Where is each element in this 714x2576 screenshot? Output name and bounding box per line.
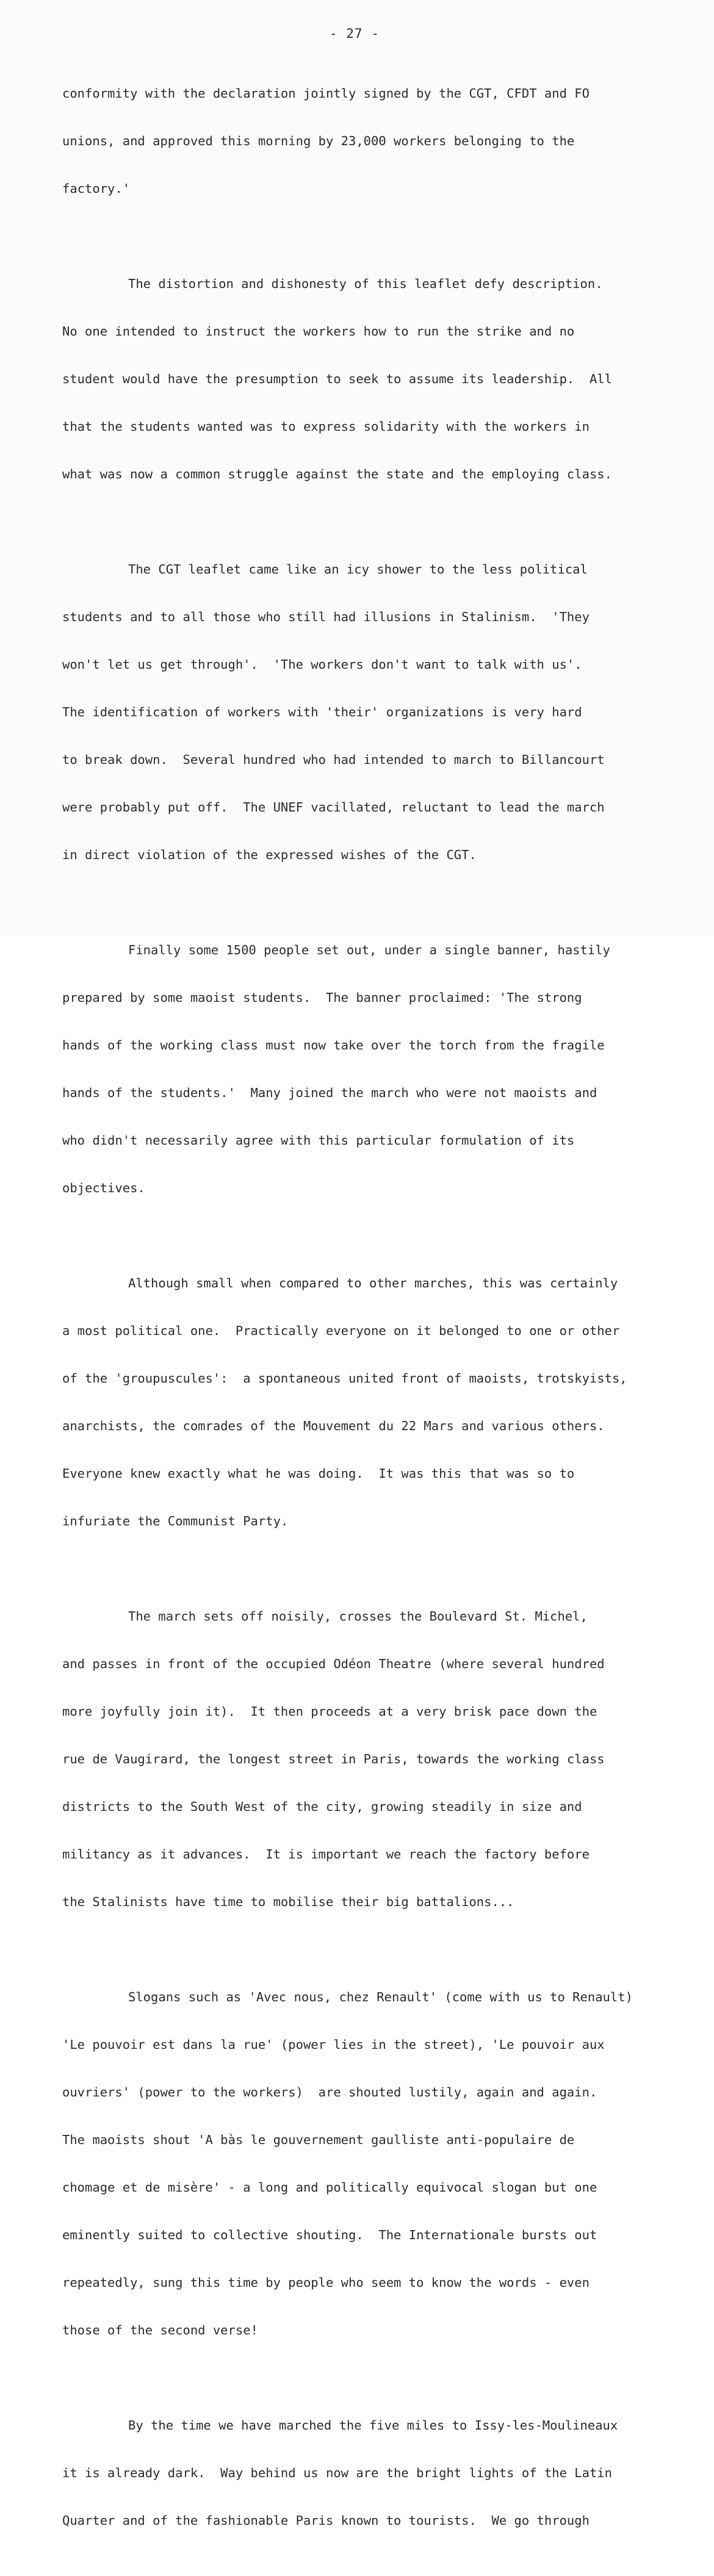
text-line: Quarter and of the fashionable Paris known to tourists. We go through: [62, 2513, 590, 2528]
text-line: what was now a common struggle against the state and the employing class.: [62, 467, 612, 481]
text-line: The march sets off noisily, crosses the Boulevard St. Michel,: [128, 1609, 588, 1624]
text-line: anarchists, the comrades of the Mouvement du 22 Mars and various others.: [62, 1419, 605, 1433]
paragraph: [62, 2386, 697, 2560]
text-line: infuriate the Communist Party.: [62, 1514, 289, 1528]
text-line: that the students wanted was to express solidarity with the workers in: [62, 419, 590, 434]
text-line: 'Le pouvoir est dans la rue' (power lies in the street), 'Le pouvoir aux: [62, 2037, 605, 2052]
text-line: in direct violation of the expressed wishes of the CGT.: [62, 847, 477, 862]
text-line: militancy as it advances. It is important we reach the factory before: [62, 1847, 590, 1862]
text-line: a most political one. Practically everyone on it belonged to one or other: [62, 1323, 620, 1338]
text-line: The maoists shout 'A bàs le gouvernement gaulliste anti-populaire de: [62, 2132, 575, 2147]
text-line: hands of the students.' Many joined the march who were not maoists and: [62, 1085, 597, 1100]
text-line: to break down. Several hundred who had intended to march to Billancourt: [62, 752, 605, 767]
text-line: the Stalinists have time to mobilise their big battalions...: [62, 1894, 514, 1909]
text-line: objectives.: [62, 1181, 145, 1195]
text-line: By the time we have marched the five miles to Issy-les-Moulineaux: [128, 2418, 618, 2433]
text-line: districts to the South West of the city, growing steadily in size and: [62, 1799, 582, 1814]
text-line: No one intended to instruct the workers how to run the strike and no: [62, 324, 575, 339]
text-line: student would have the presumption to seek to assume its leadership. All: [62, 372, 612, 386]
text-line: who didn't necessarily agree with this particular formulation of its: [62, 1133, 575, 1148]
text-line: of the 'groupuscules': a spontaneous united front of maoists, trotskyists,: [62, 1371, 627, 1386]
text-line: it is already dark. Way behind us now are the bright lights of the Latin: [62, 2466, 612, 2480]
paragraph: [62, 54, 697, 228]
paragraph: [62, 1577, 697, 1941]
text-line: those of the second verse!: [62, 2323, 258, 2337]
page-number: - 27 -: [330, 26, 380, 41]
text-line: Although small when compared to other marches, this was certainly: [128, 1276, 618, 1290]
text-line: students and to all those who still had illusions in Stalinism. 'They: [62, 610, 590, 624]
text-line: Everyone knew exactly what he was doing. It was this that was so to: [62, 1466, 575, 1481]
text-line: Finally some 1500 people set out, under a single banner, hastily: [128, 943, 610, 957]
text-line: chomage et de misère' - a long and politically equivocal slogan but one: [62, 2180, 597, 2195]
text-line: eminently suited to collective shouting. The Internationale bursts out: [62, 2228, 597, 2242]
text-line: ouvriers' (power to the workers) are shouted lustily, again and again.: [62, 2085, 597, 2099]
text-line: prepared by some maoist students. The banner proclaimed: 'The strong: [62, 990, 582, 1005]
text-line: Slogans such as 'Avec nous, chez Renault' (come with us to Renault): [128, 1990, 633, 2004]
text-line: The identification of workers with 'their' organizations is very hard: [62, 705, 582, 719]
text-line: rue de Vaugirard, the longest street in Paris, towards the working class: [62, 1752, 605, 1766]
text-line: were probably put off. The UNEF vacillated, reluctant to lead the march: [62, 800, 605, 815]
body-text: [62, 54, 697, 2576]
text-line: The CGT leaflet came like an icy shower to the less political: [128, 562, 588, 577]
text-line: unions, and approved this morning by 23,000 workers belonging to the: [62, 134, 575, 148]
paragraph: [62, 530, 697, 894]
paragraph: [62, 1243, 697, 1561]
paragraph: [62, 244, 697, 514]
paragraph: [62, 910, 697, 1228]
paragraph: [62, 1957, 697, 2370]
text-line: factory.': [62, 181, 131, 196]
text-line: won't let us get through'. 'The workers don't want to talk with us'.: [62, 657, 582, 672]
text-line: The distortion and dishonesty of this leaflet defy description.: [128, 276, 603, 291]
text-line: conformity with the declaration jointly signed by the CGT, CFDT and FO: [62, 86, 590, 101]
text-line: repeatedly, sung this time by people who seem to know the words - even: [62, 2275, 590, 2290]
text-line: hands of the working class must now take over the torch from the fragile: [62, 1038, 605, 1052]
text-line: and passes in front of the occupied Odéon Theatre (where several hundred: [62, 1657, 605, 1671]
text-line: more joyfully join it). It then proceeds at a very brisk pace down the: [62, 1704, 597, 1719]
